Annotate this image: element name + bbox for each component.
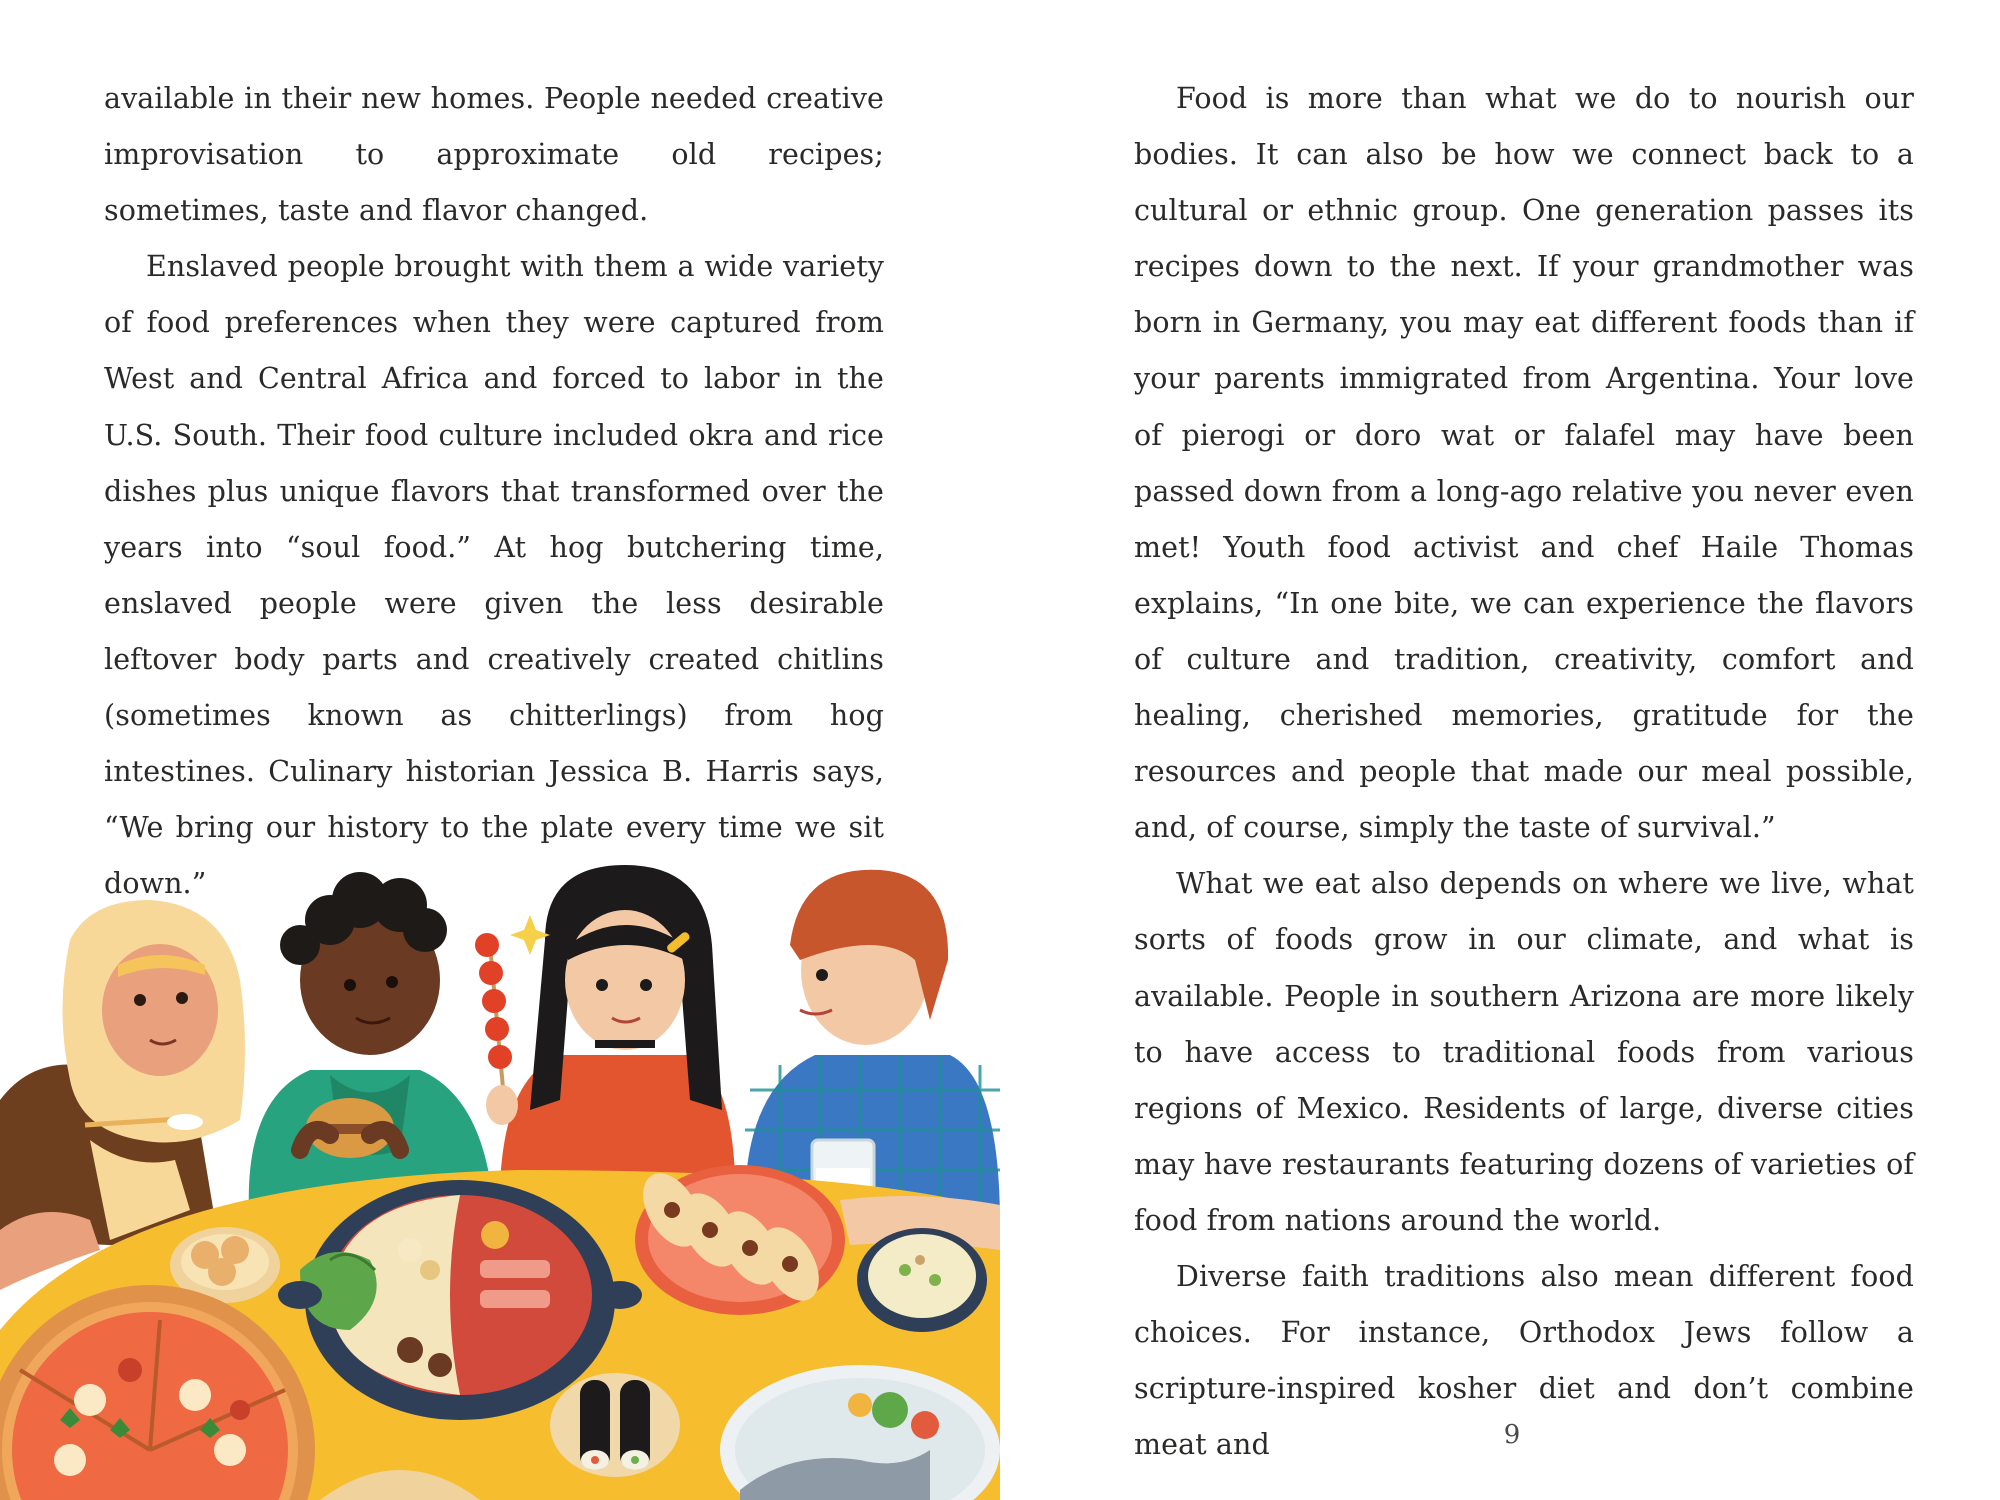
paragraph: Diverse faith traditions also mean different food choices. For instance, Orthodox Jews follow a scripture-inspired kosher diet and don’t combine meat and bbox=[1134, 1259, 1914, 1462]
right-body-text bbox=[1134, 71, 1914, 1473]
person-hijab bbox=[0, 900, 245, 1250]
illustration-art bbox=[0, 850, 1000, 1500]
paragraph: What we eat also depends on where we live, what sorts of foods grow in our climate, and what is available. People in southern Arizona are more likely to have access to traditional foods from various regions of Mexico. Residents of large, diverse cities may have restaurants featuring dozens of varieties of food from nations around the world. bbox=[1134, 867, 1914, 1237]
right-page bbox=[1000, 0, 2000, 1500]
sushi-plate bbox=[550, 1373, 680, 1477]
left-body-text bbox=[104, 71, 884, 912]
soup-bowl bbox=[857, 1228, 987, 1332]
paragraph: available in their new homes. People needed creative improvisation to approximate old recipes; sometimes, taste and flavor changed. bbox=[104, 82, 884, 228]
page-number: 9 bbox=[1503, 1420, 1521, 1450]
paragraph: Enslaved people brought with them a wide variety of food preferences when they were captured from West and Central Africa and forced to labor in the U.S. South. Their food culture included okra and rice dishes plus unique flavors that transformed over the years into “soul food.” At hog butchering time, enslaved people were given the less desirable leftover body parts and creatively created chitlins (sometimes known as chitterlings) from hog intestines. Culinary historian Jessica B. Harris says, “We bring our history to the plate every time we sit down.” bbox=[104, 250, 884, 901]
paragraph: Food is more than what we do to nourish our bodies. It can also be how we connect back to a cultural or ethnic group. One generation passes its recipes down to the next. If your grandmother was born in Germany, you may eat different foods than if your parents immigrated from Argentina. Your love of pierogi or doro wat or falafel may have been passed down from a long-ago relative you never even met! Youth food activist and chef Haile Thomas explains, “In one bite, we can experience the flavors of culture and tradition, creativity, comfort and healing, cherished memories, gratitude for the resources and people that made our meal possible, and, of course, simply the taste of survival.” bbox=[1134, 82, 1914, 845]
food-table-illustration bbox=[0, 850, 1000, 1500]
